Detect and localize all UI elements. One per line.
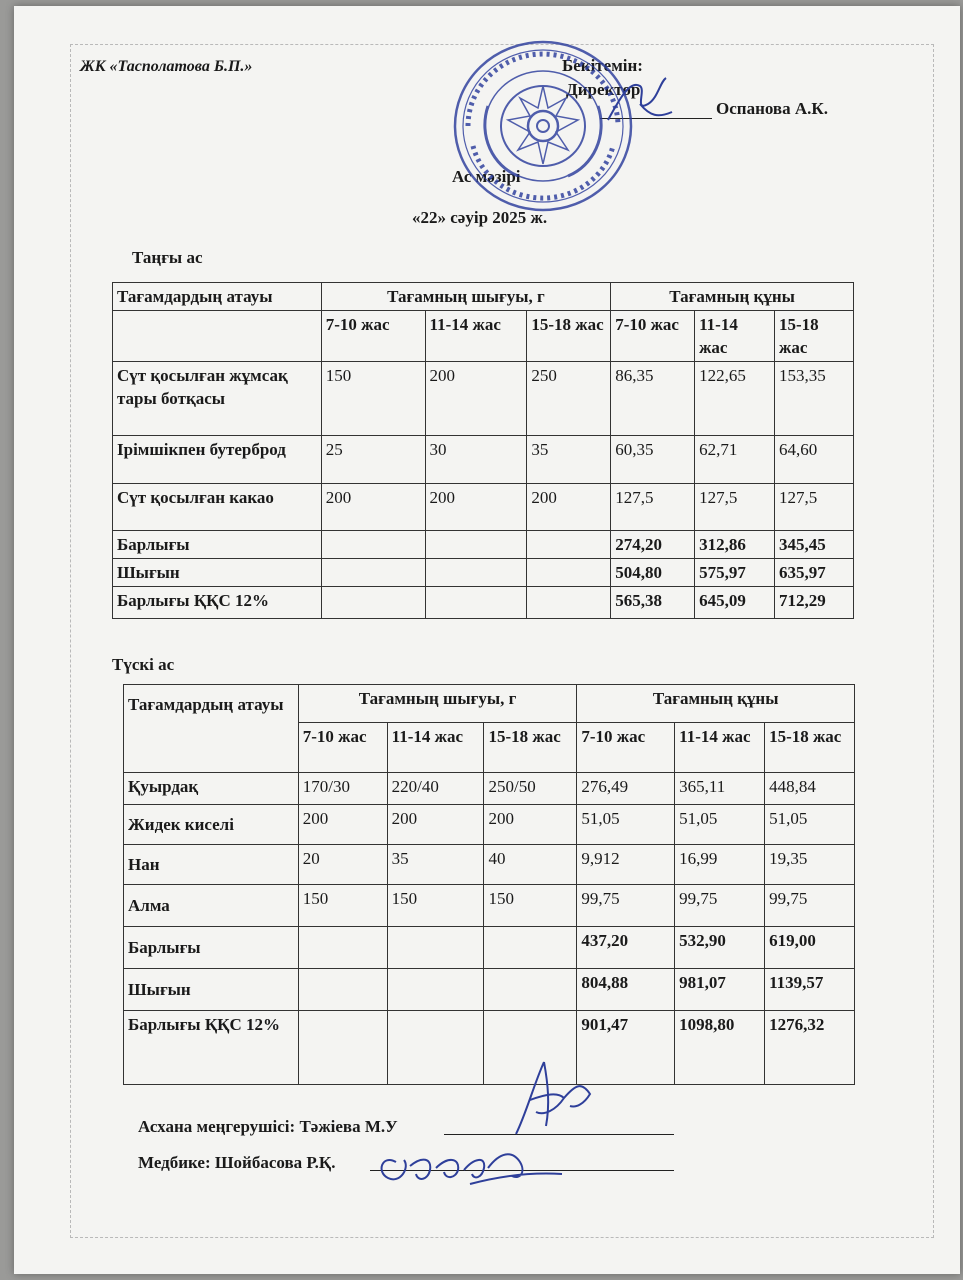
table-cell: 19,35: [765, 845, 855, 885]
total-row: [113, 531, 854, 559]
header-age: 7-10 жас: [298, 723, 387, 773]
total-cell: 312,86: [695, 531, 775, 559]
nurse-signature: [370, 1132, 570, 1194]
lunch-table: [123, 684, 855, 1085]
table-cell: 365,11: [675, 773, 765, 805]
table-cell: 40: [484, 845, 577, 885]
header-age: 15-18 жас: [765, 723, 855, 773]
total-cell: 804,88: [577, 969, 675, 1011]
total-row: [113, 559, 854, 587]
header-age: 11-14 жас: [675, 723, 765, 773]
table-cell: 35: [527, 436, 611, 484]
total-label: Шығын: [124, 969, 299, 1011]
dish-name: Ірімшікпен бутерброд: [113, 436, 322, 484]
table-row: [113, 436, 854, 484]
header-age: 7-10 жас: [611, 311, 695, 362]
total-cell: 575,97: [695, 559, 775, 587]
table-cell: 51,05: [675, 805, 765, 845]
total-label: Барлығы: [113, 531, 322, 559]
header-cost: Тағамның құны: [611, 283, 854, 311]
table-cell: 127,5: [611, 484, 695, 531]
table-cell: 276,49: [577, 773, 675, 805]
organization-name: ЖК «Тасполатова Б.П.»: [80, 58, 253, 75]
dish-name: Жидек киселі: [124, 805, 299, 845]
menu-title: Ас мәзірі: [452, 167, 521, 186]
table-cell: 150: [321, 362, 425, 436]
total-label: Шығын: [113, 559, 322, 587]
table-cell: 200: [298, 805, 387, 845]
table-cell: 30: [425, 436, 527, 484]
table-cell: 122,65: [695, 362, 775, 436]
table-cell: 99,75: [765, 885, 855, 927]
table-cell: 200: [387, 805, 484, 845]
total-label: Барлығы ҚҚС 12%: [124, 1011, 299, 1085]
table-cell: 250/50: [484, 773, 577, 805]
table-cell: 51,05: [765, 805, 855, 845]
total-row: [124, 927, 855, 969]
total-cell: 1098,80: [675, 1011, 765, 1085]
table-cell: 35: [387, 845, 484, 885]
director-label: Директор: [566, 80, 641, 99]
table-header-row: [113, 283, 854, 311]
table-cell: 86,35: [611, 362, 695, 436]
table-row: [113, 484, 854, 531]
kitchen-head-label: Асхана меңгерушісі: Тәжіева М.У: [138, 1117, 398, 1136]
table-row: [113, 362, 854, 436]
table-cell: 200: [484, 805, 577, 845]
table-row: [124, 845, 855, 885]
table-cell: 99,75: [675, 885, 765, 927]
dish-name: Алма: [124, 885, 299, 927]
table-cell: 448,84: [765, 773, 855, 805]
table-cell: 99,75: [577, 885, 675, 927]
table-row: [124, 773, 855, 805]
header-output: Тағамның шығуы, г: [321, 283, 610, 311]
header-output: Тағамның шығуы, г: [298, 685, 577, 723]
total-cell: 1276,32: [765, 1011, 855, 1085]
total-cell: 619,00: [765, 927, 855, 969]
total-cell: 981,07: [675, 969, 765, 1011]
total-row: [124, 969, 855, 1011]
total-cell: 274,20: [611, 531, 695, 559]
table-cell: 170/30: [298, 773, 387, 805]
table-cell: 200: [321, 484, 425, 531]
table-cell: 250: [527, 362, 611, 436]
table-row: [124, 805, 855, 845]
total-cell: 1139,57: [765, 969, 855, 1011]
dish-name: Сүт қосылған жұмсақ тары ботқасы: [113, 362, 322, 436]
total-label: Барлығы: [124, 927, 299, 969]
total-row: [113, 587, 854, 619]
table-cell: 9,912: [577, 845, 675, 885]
table-cell: 64,60: [775, 436, 854, 484]
total-cell: 504,80: [611, 559, 695, 587]
table-cell: 60,35: [611, 436, 695, 484]
table-cell: 153,35: [775, 362, 854, 436]
total-cell: 565,38: [611, 587, 695, 619]
header-age: 15-18 жас: [484, 723, 577, 773]
header-cost: Тағамның құны: [577, 685, 855, 723]
kitchen-head-signature: [486, 1054, 606, 1144]
header-age: 11-14 жас: [387, 723, 484, 773]
dish-name: Қуырдақ: [124, 773, 299, 805]
table-row: [124, 885, 855, 927]
header-dish-name: Тағамдардың атауы: [113, 283, 322, 311]
table-cell: 51,05: [577, 805, 675, 845]
dish-name: Сүт қосылған какао: [113, 484, 322, 531]
table-cell: 127,5: [695, 484, 775, 531]
director-signature: [600, 68, 680, 138]
header-age: 15-18 жас: [775, 311, 854, 362]
header-age: 11-14 жас: [695, 311, 775, 362]
table-cell: 150: [387, 885, 484, 927]
total-cell: 345,45: [775, 531, 854, 559]
lunch-label: Түскі ас: [112, 655, 175, 674]
approve-label: Бекітемін:: [562, 56, 643, 75]
menu-date: «22» сәуір 2025 ж.: [412, 208, 548, 227]
total-cell: 635,97: [775, 559, 854, 587]
header-dish-name: Тағамдардың атауы: [124, 685, 299, 773]
table-header-row: [124, 685, 855, 723]
total-cell: 532,90: [675, 927, 765, 969]
breakfast-label: Таңғы ас: [132, 248, 203, 267]
header-age: 7-10 жас: [577, 723, 675, 773]
table-cell: 200: [425, 362, 527, 436]
total-cell: 437,20: [577, 927, 675, 969]
table-cell: 25: [321, 436, 425, 484]
header-age: 15-18 жас: [527, 311, 611, 362]
table-cell: 20: [298, 845, 387, 885]
total-label: Барлығы ҚҚС 12%: [113, 587, 322, 619]
table-cell: 150: [484, 885, 577, 927]
table-cell: 200: [425, 484, 527, 531]
table-cell: 16,99: [675, 845, 765, 885]
dish-name: Нан: [124, 845, 299, 885]
table-cell: 220/40: [387, 773, 484, 805]
total-cell: 901,47: [577, 1011, 675, 1085]
breakfast-table: [112, 282, 854, 619]
table-cell: 62,71: [695, 436, 775, 484]
header-age: 11-14 жас: [425, 311, 527, 362]
table-cell: 200: [527, 484, 611, 531]
table-cell: 127,5: [775, 484, 854, 531]
table-cell: 150: [298, 885, 387, 927]
table-age-row: [113, 311, 854, 362]
total-cell: 645,09: [695, 587, 775, 619]
director-name: Оспанова А.К.: [716, 99, 828, 118]
total-cell: 712,29: [775, 587, 854, 619]
nurse-label: Медбике: Шойбасова Р.Қ.: [138, 1153, 336, 1172]
header-age: 7-10 жас: [321, 311, 425, 362]
